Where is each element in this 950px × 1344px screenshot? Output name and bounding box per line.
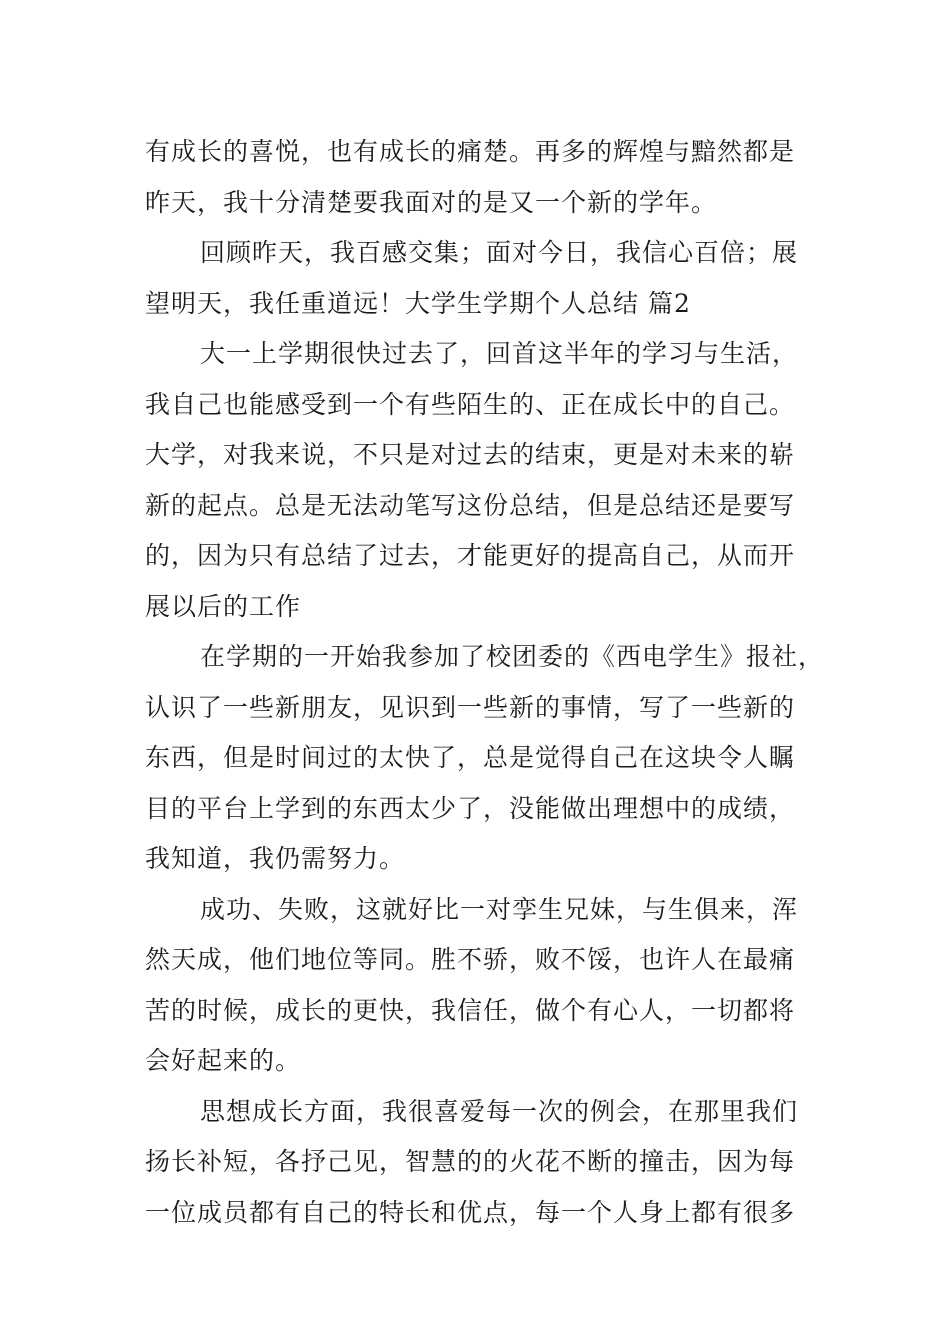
text-line: 苦的时候，成长的更快，我信任，做个有心人，一切都将 bbox=[145, 995, 796, 1025]
text-line: 大一上学期很快过去了，回首这半年的学习与生活， bbox=[200, 339, 799, 368]
text-line: 有成长的喜悦，也有成长的痛楚。再多的辉煌与黯然都是 bbox=[145, 137, 796, 166]
text-line: 展以后的工作 bbox=[145, 591, 302, 621]
text-line: 认识了一些新朋友，见识到一些新的事情，写了一些新的 bbox=[145, 692, 796, 722]
text-line: 扬长补短，各抒己见，智慧的的火花不断的撞击，因为每 bbox=[145, 1147, 796, 1176]
text-line: 在学期的一开始我参加了校团委的《西电学生》报社， bbox=[200, 642, 825, 671]
text-line: 思想成长方面，我很喜爱每一次的例会，在那里我们 bbox=[200, 1096, 799, 1126]
text-line: 然天成，他们地位等同。胜不骄，败不馁，也许人在最痛 bbox=[145, 945, 796, 974]
text-line: 我自己也能感受到一个有些陌生的、正在成长中的自己。 bbox=[145, 389, 796, 419]
document-body bbox=[145, 127, 825, 1238]
text-line: 大学，对我来说，不只是对过去的结束，更是对未来的崭 bbox=[145, 440, 796, 469]
text-line: 目的平台上学到的东西太少了，没能做出理想中的成绩， bbox=[145, 793, 796, 823]
text-line: 一位成员都有自己的特长和优点，每一个人身上都有很多 bbox=[145, 1197, 796, 1227]
text-line: 会好起来的。 bbox=[145, 1046, 302, 1075]
text-line: 昨天，我十分清楚要我面对的是又一个新的学年。 bbox=[145, 187, 718, 217]
text-line: 望明天，我任重道远！大学生学期个人总结 篇2 bbox=[145, 288, 691, 318]
text-line: 成功、失败，这就好比一对孪生兄妹，与生俱来，浑 bbox=[200, 894, 799, 924]
text-line: 新的起点。总是无法动笔写这份总结，但是总结还是要写 bbox=[145, 490, 796, 520]
text-line: 我知道，我仍需努力。 bbox=[145, 844, 406, 873]
text-line: 回顾昨天，我百感交集；面对今日，我信心百倍；展 bbox=[200, 238, 799, 267]
text-line: 东西，但是时间过的太快了，总是觉得自己在这块令人瞩 bbox=[145, 743, 796, 772]
text-line: 的，因为只有总结了过去，才能更好的提高自己，从而开 bbox=[145, 541, 796, 570]
